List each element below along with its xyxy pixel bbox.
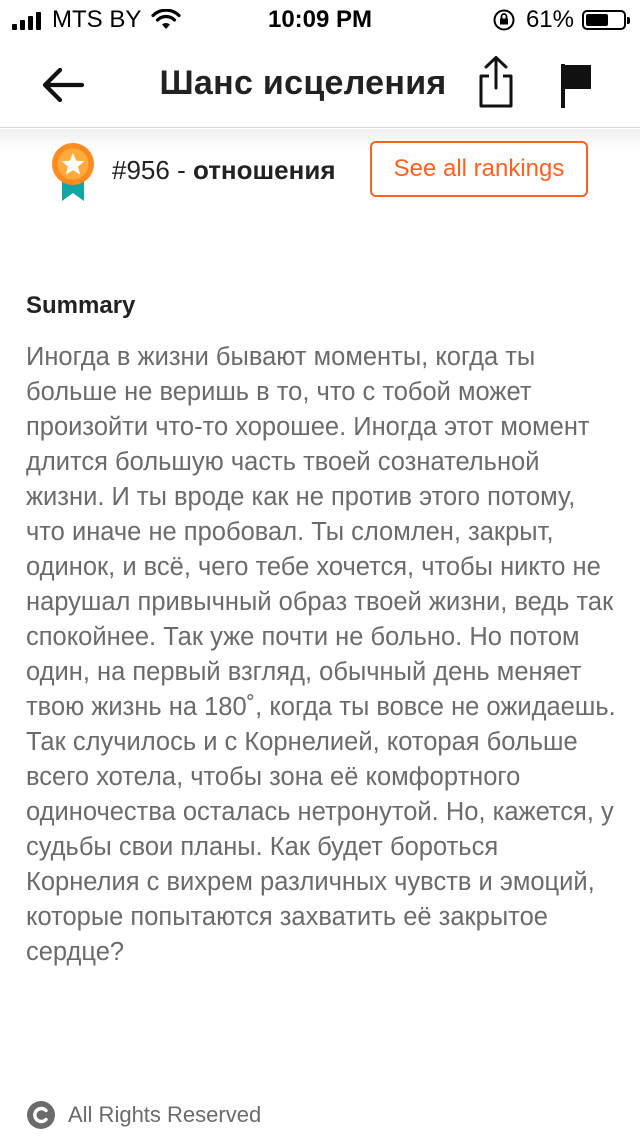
share-icon <box>474 54 518 110</box>
battery-icon <box>582 10 626 30</box>
clock: 10:09 PM <box>267 6 373 33</box>
summary-heading: Summary <box>26 292 136 319</box>
status-right <box>492 6 626 34</box>
copyright-notice <box>26 1100 261 1130</box>
battery-percentage: 61% <box>525 6 574 33</box>
rank-separator: - <box>169 155 193 185</box>
share-button[interactable] <box>474 54 518 110</box>
ranking-row <box>0 129 640 209</box>
battery-fill <box>586 14 608 26</box>
ranking-label <box>112 155 336 186</box>
summary-text: Иногда в жизни бывают моменты, когда ты больше не веришь в то, что с тобой может произойти что-то хорошее. Иногда этот момент длится большую часть твоей сознательной жизни. И ты вроде как не против этого потому, что иначе не пробовал. Ты сломлен, закрыт, одинок, и всё, чего тебе хочется, чтобы никто не нарушал привычный образ твоей жизни, ведь так спокойнее. Так уже почти не больно. Но потом один, на первый взгляд, обычный день меняет твою жизнь на 180˚, когда ты вовсе не ожидаешь. Так случилось и с Корнелией, которая больше всего хотела, чтобы зона её комфортного одиночества осталась нетронутой. Но, кажется, у судьбы свои планы. Как будет бороться Корнелия с вихрем различных чувств и эмоций, которые попытаются захватить её закрытое сердце? <box>26 343 616 966</box>
medal-icon <box>48 141 98 203</box>
rank-tag: отношения <box>192 155 336 185</box>
orientation-lock-icon <box>492 8 516 32</box>
page-title: Шанс исцеления <box>159 64 447 102</box>
flag-icon <box>556 60 596 110</box>
see-all-rankings-button[interactable]: See all rankings <box>370 141 588 197</box>
report-flag-button[interactable] <box>556 60 596 110</box>
rank-number: #956 <box>112 155 170 185</box>
carrier-label: MTS BY <box>52 6 142 33</box>
status-bar <box>0 0 640 40</box>
nav-bar <box>0 40 640 128</box>
copyright-icon <box>26 1100 56 1130</box>
copyright-label: All Rights Reserved <box>68 1102 262 1127</box>
